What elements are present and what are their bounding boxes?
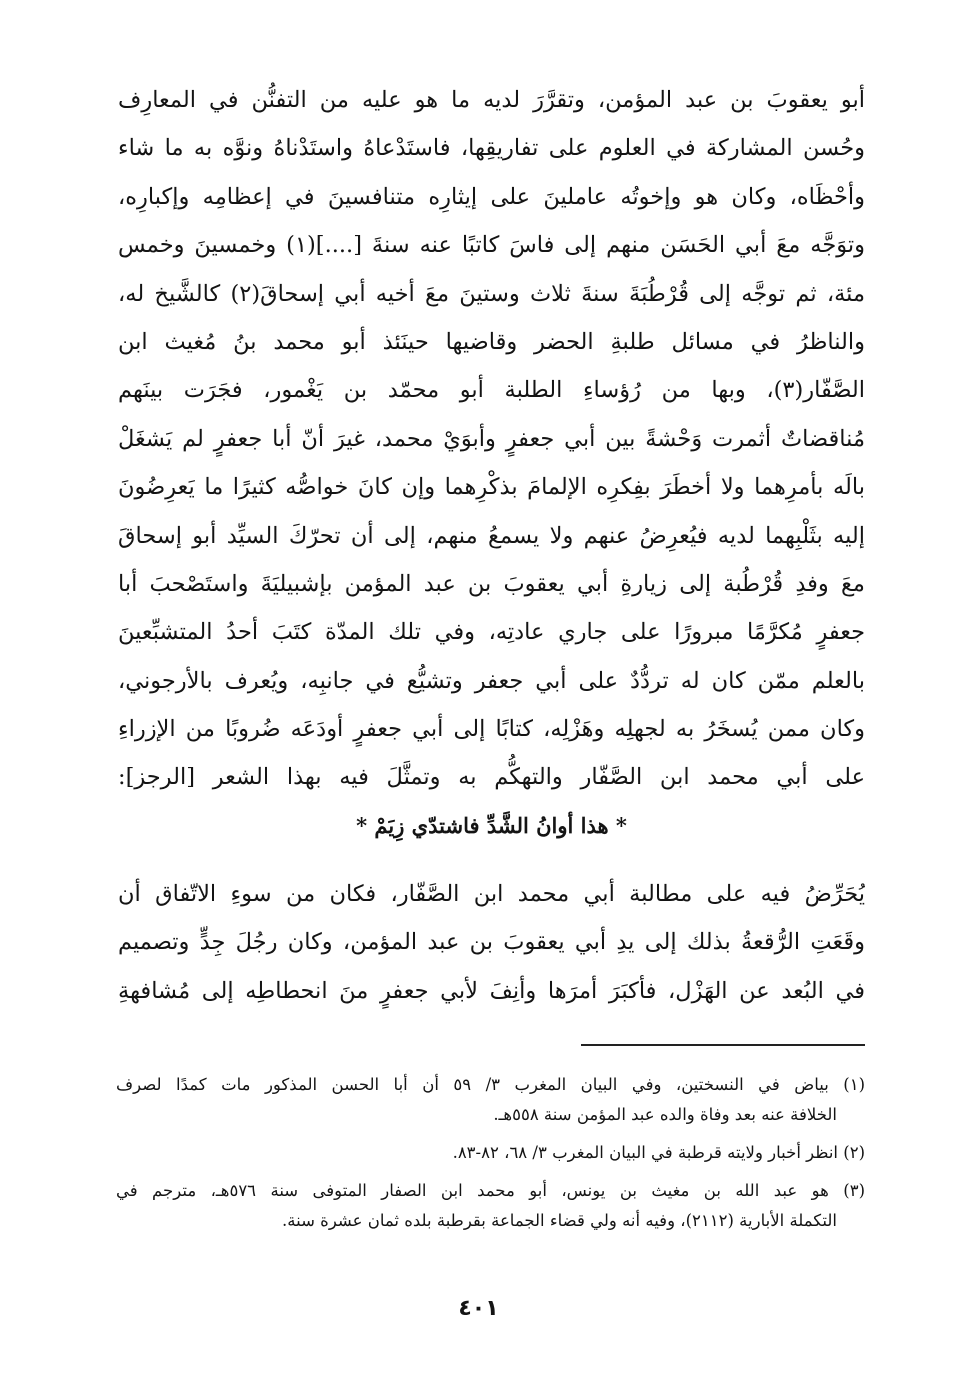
text-line: على أبي محمد ابن الصَّفّار والتهكُّم به وتمثَّلَ فيه بهذا الشعر [الرجز]: (118, 764, 865, 791)
footnote-3-line-1: (٣) هو عبد الله بن مغيث بن يونس، أبو محمد ابن الصفار المتوفى سنة ٥٧٦هـ، مترجم في (116, 1181, 865, 1200)
text-line: بالَه بأمرِهما ولا أخطَرَ بفِكرِه الإلمامَ بذكْرِهما وإن كانَ خواصُّه كثيرًا ما يَعرِضُونَ (118, 474, 865, 501)
text-line: معَ وفدِ قُرْطُبة إلى زيارةِ أبي يعقوبَ بن عبد المؤمن بإشبيليَةَ واستَصْحبَ أبا (118, 570, 865, 597)
text-line: في البُعد عن الهَزْل، فأكبَرَ أمرَها وأنِفَ لأبي جعفرٍ منَ انحطاطِه إلى مُشافهةِ (118, 977, 865, 1004)
text-line: الصَّفّار(٣)، وبها من رُؤساءِ الطلبة أبو محمّد بن يَغْمور، فجَرَت بينَهم (118, 377, 865, 404)
main-text (118, 76, 865, 850)
footnote-1-line-2: الخلافة عنه بعد وفاة والده عبد المؤمن سنة ٥٥٨هـ. (493, 1105, 837, 1124)
text-line: جعفرٍ مُكرَّمًا مبرورًا على جاري عادتِه، وفي تلك المدّة كتَبَ أحدُ المتشبِّعينَ (118, 619, 865, 646)
text-line: وكان ممن يُسخَرُ به لجهلِه وهَزْلِه، كتابًا إلى أبي جعفرٍ أودَعَه ضُروبًا من الإزراءِ (118, 716, 865, 743)
footnote-2-line-1: (٢) انظر أخبار ولايته قرطبة في البيان المغرب ٣/ ٦٨، ٨٢-٨٣. (452, 1143, 865, 1162)
footnote-3-line-2: التكملة الأبارية (٢١١٢)، وفيه أنه ولي قضاء الجماعة بقرطبة بلده ثمان عشرة سنة. (282, 1211, 837, 1230)
page-number: ٤٠١ (458, 1296, 499, 1321)
text-line: وقَعَتِ الرُّقعةُ بذلك إلى يدِ أبي يعقوبَ بن عبد المؤمن، وكان رجُلَ جِدٍّ وتصميم (118, 929, 865, 956)
footnote-1-line-1: (١) بياض في النسختين، وفي البيان المغرب ٣/ ٥٩ أن أبا الحسن المذكور مات كمدًا لصرف (116, 1075, 865, 1094)
text-line: بالعلم ممّن كان له تردُّدٌ على أبي جعفر وتشيُّع في جانبِه، ويُعرف بالأرجوني، (118, 667, 865, 694)
text-line: مُناقضاتٌ أثمرت وَحْشةً بين أبي جعفرٍ وأبوَيْ محمد، غيرَ أنّ أبا جعفرٍ لم يَشغَلْ (118, 425, 865, 452)
verse-line: * هذا أوانُ الشَّدِّ فاشتدّي زِيَمْ * (356, 812, 627, 838)
text-line: إليه بثَلْبِهما لديه فيُعرِضُ عنهم ولا يسمعُ منهم، إلى أن تحرّكَ السيِّد أبو إسحاقَ (118, 522, 865, 549)
text-line: مئة، ثم توجَّه إلى قُرْطُبَةَ سنةَ ثلاث وستينَ معَ أخيه أبي إسحاقَ(٢) كالشَّيخ له، (118, 280, 865, 307)
footnotes (116, 1070, 865, 1236)
main-text-continued (118, 870, 865, 1015)
text-line: يُحَرِّضُ فيه على مطالبة أبي محمد ابن الصَّفّار، فكان من سوءِ الاتّفاق أن (118, 881, 865, 907)
text-line: والناظرُ في مسائل طلبةِ الحضر وقاضيها حينَئذ أبو محمد بنُ مُغيث ابن (118, 328, 865, 355)
text-line: وحُسن المشاركة في العلوم على تفاريقِها، فاستَدْعاهُ واستَدْناهُ ونوَّه به ما شاء (118, 135, 865, 162)
text-line: وأحْظَاه، وكان هو وإخوتُه عاملينَ على إيثارِه متنافسينَ في إعظامِه وإكبارِه، (118, 183, 865, 210)
text-line: وتوَجَّه معَ أبي الحَسَن منهم إلى فاسَ كاتبًا عنه سنةَ [....](١) وخمسينَ وخمس (118, 232, 865, 259)
footnote-separator (581, 1044, 865, 1046)
text-line: أبو يعقوبَ بن عبد المؤمن، وتقرَّرَ لديه ما هو عليه من التفنُّن في المعارِف (118, 87, 865, 113)
